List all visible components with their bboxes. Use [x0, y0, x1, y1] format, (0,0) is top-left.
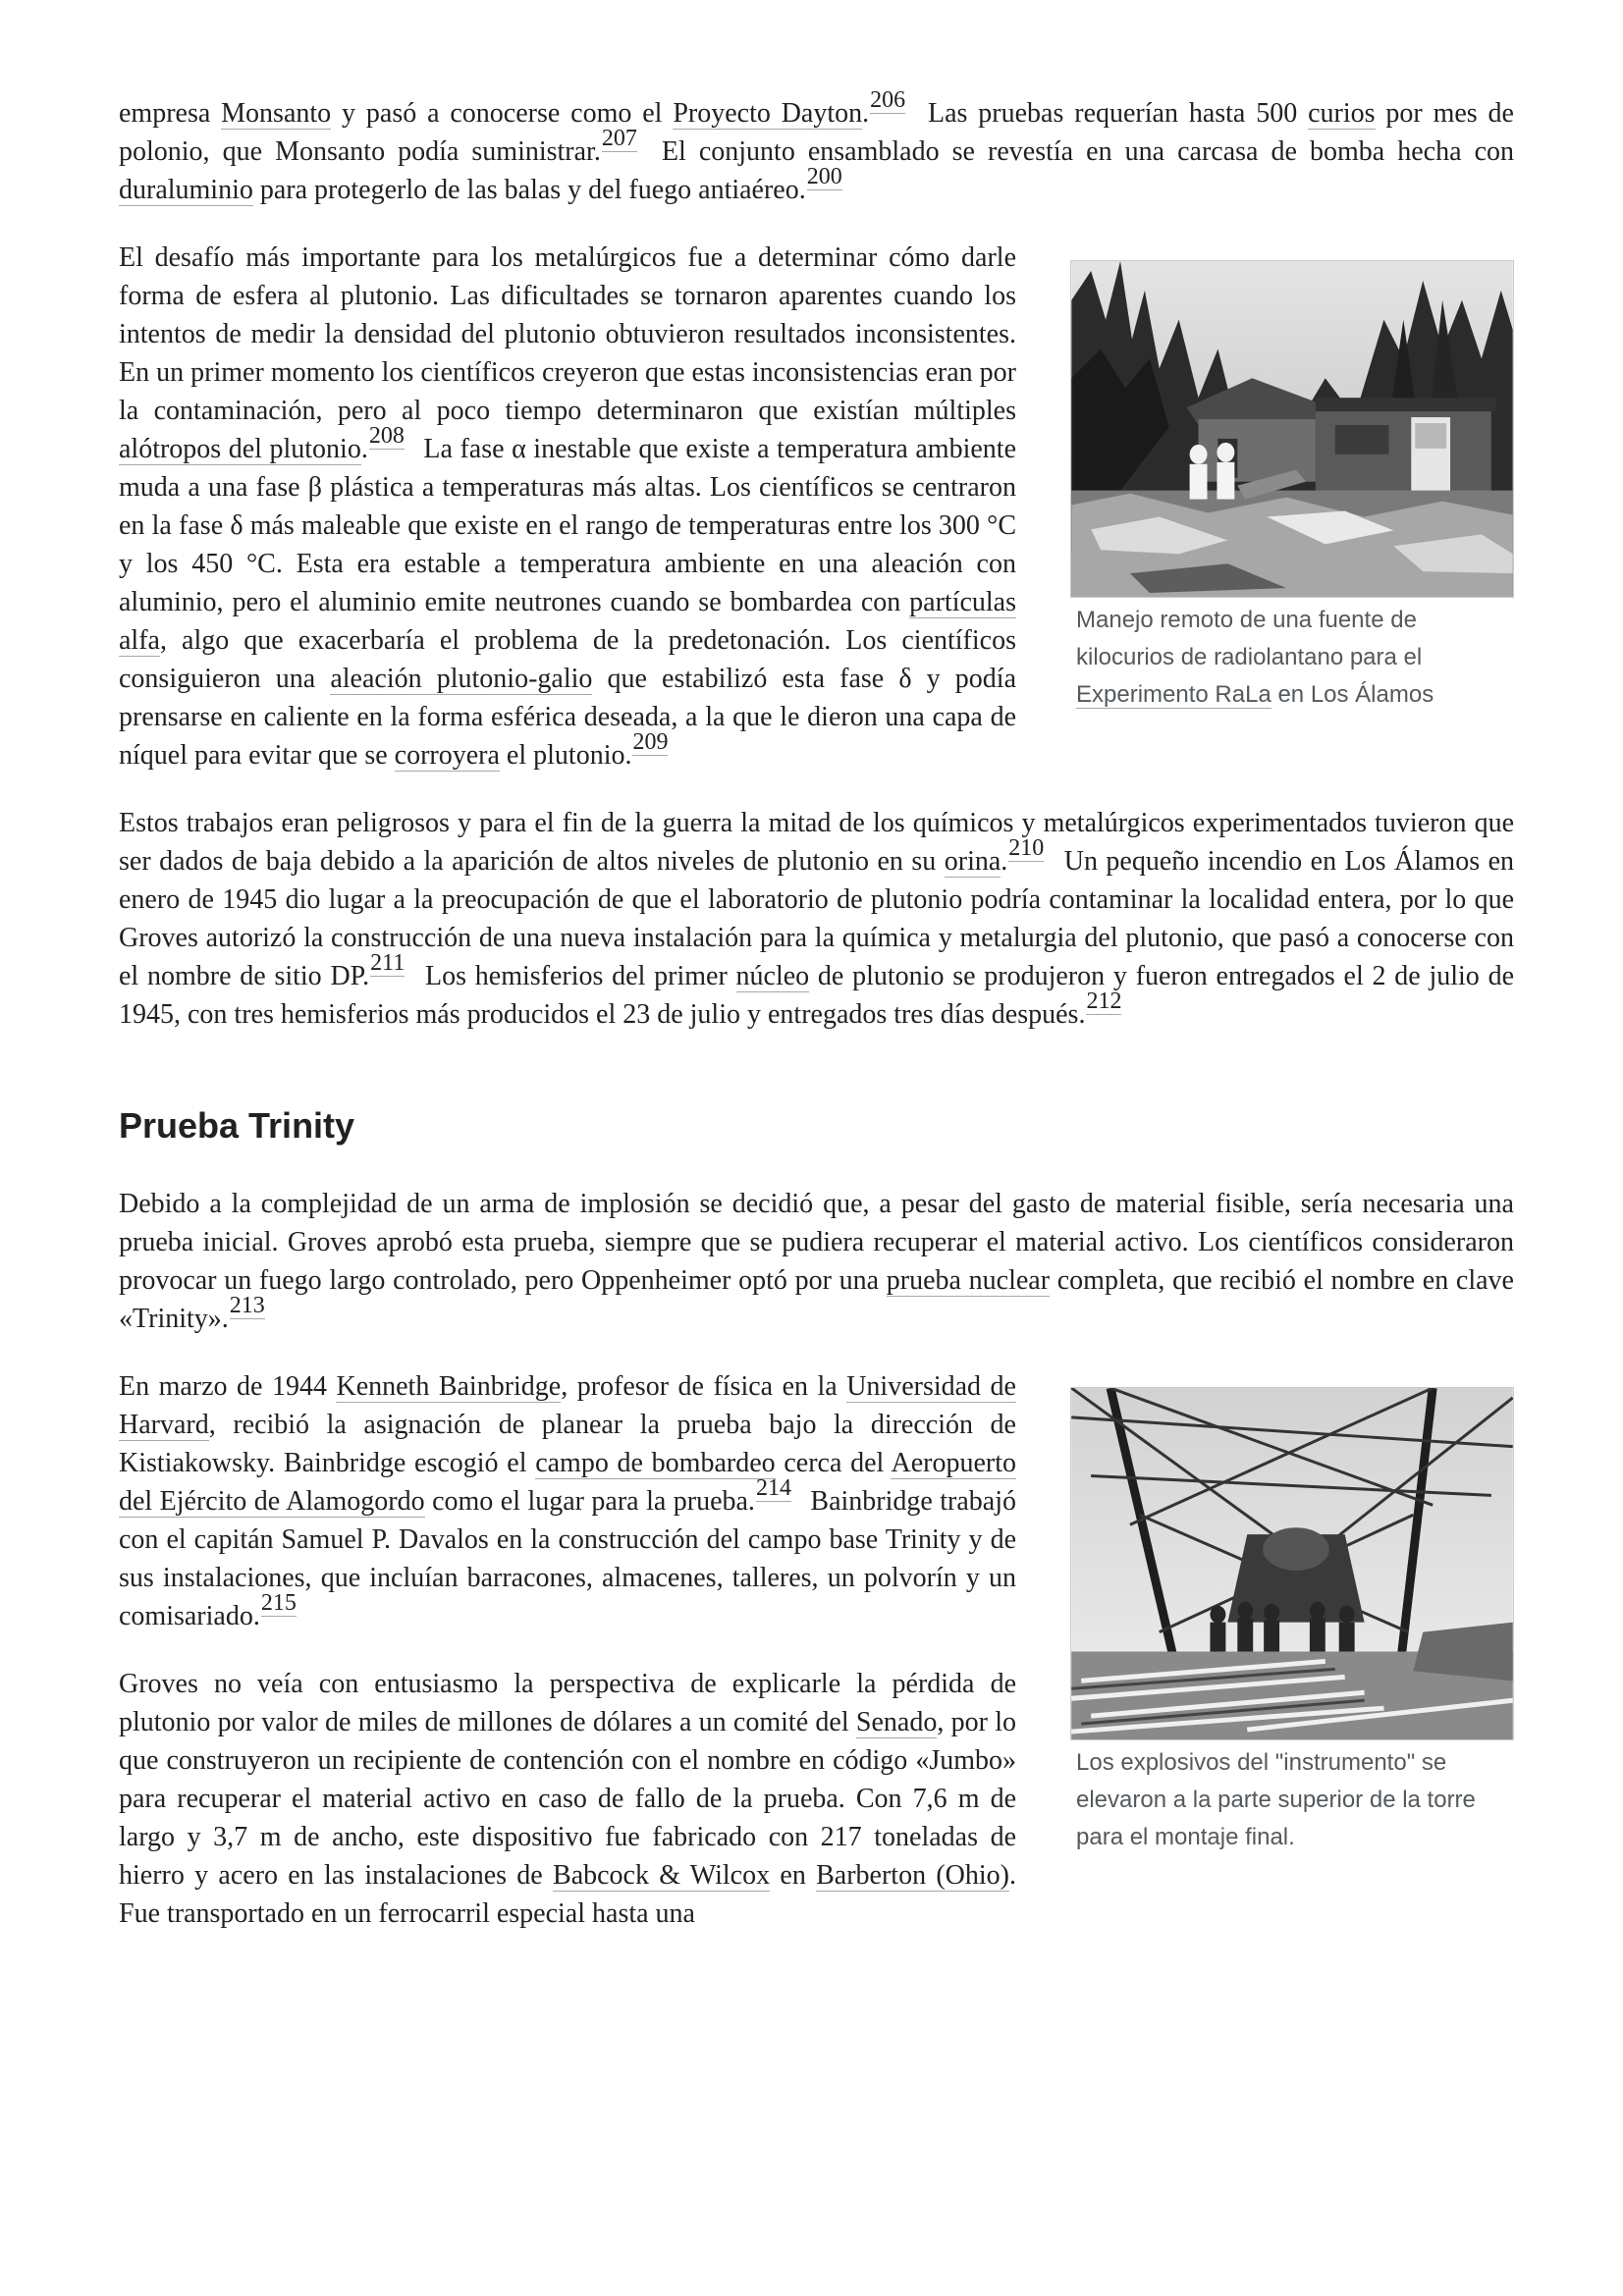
link-aeropuerto-alamogordo[interactable]: Aeropuerto del Ejército de Alamogordo: [119, 1448, 1016, 1517]
text: Bainbridge trabajó con el capitán Samuel P. Davalos en la construcción del campo base Trinity y de sus instalaciones, que incluían barracones, almacenes, talleres, un polvorín y un comisariado.: [119, 1486, 1017, 1631]
ref-link-212[interactable]: 212: [1086, 988, 1122, 1015]
text: como el lugar para la prueba.: [424, 1486, 755, 1517]
link-monsanto[interactable]: Monsanto: [221, 98, 332, 129]
text: El desafío más importante para los metalúrgicos fue a determinar cómo darle forma de esfera al plutonio. Las dificultades se tornaron aparentes cuando los intentos de medir la densidad del plutonio obtuvieron resultados inconsistentes. En un primer momento los científicos creyeron que estas inconsistencias eran por la contaminación, pero al poco tiempo determinaron que existían múltiples: [119, 242, 1016, 426]
text: , recibió la asignación de planear la prueba bajo la dirección de Kistiakowsky. Bainbridge escogió el: [119, 1410, 1016, 1478]
text: cerca del: [775, 1448, 892, 1478]
figure-trinity-tower-caption: Los explosivos del "instrumento" se elevaron a la parte superior de la torre para el montaje final.: [1076, 1749, 1476, 1850]
text: para protegerlo de las balas y del fuego antiaéreo.: [252, 175, 806, 205]
text: y pasó a conocerse como el: [331, 98, 674, 129]
reference-206: [870, 87, 905, 113]
link-babcock-wilcox[interactable]: Babcock & Wilcox: [553, 1860, 771, 1891]
text: Debido a la complejidad de un arma de implosión se decidió que, a pesar del gasto de material fisible, sería necesaria una prueba inicial. Groves aprobó esta prueba, siempre que se pudiera recuperar el material activo. Los científicos consideraron provocar un fuego largo controlado, pero Oppenheimer optó por una: [119, 1189, 1514, 1296]
link-corroyera[interactable]: corroyera: [394, 740, 500, 771]
link-kenneth-bainbridge[interactable]: Kenneth Bainbridge: [336, 1371, 562, 1402]
reference-208: [369, 423, 405, 449]
link-universidad-de-harvard[interactable]: Universidad de Harvard: [119, 1371, 1016, 1440]
link-curios[interactable]: curios: [1308, 98, 1376, 129]
link-particulas-alfa[interactable]: partículas alfa: [119, 587, 1016, 656]
link-senado[interactable]: Senado: [855, 1707, 938, 1737]
text: , profesor de física en la: [561, 1371, 847, 1402]
text: el plutonio.: [499, 740, 632, 771]
figure-rala: [1070, 260, 1514, 714]
article-body: [119, 87, 1514, 1962]
link-nucleo[interactable]: núcleo: [735, 961, 810, 991]
reference-213: [230, 1293, 265, 1318]
link-duraluminio[interactable]: duraluminio: [119, 175, 253, 205]
link-proyecto-dayton[interactable]: Proyecto Dayton: [673, 98, 863, 129]
link-orina[interactable]: orina: [944, 846, 1001, 877]
text: empresa: [119, 98, 222, 129]
paragraph-trabajos-peligrosos: [119, 804, 1514, 1034]
rala-experiment-photo[interactable]: [1070, 260, 1514, 598]
trinity-tower-photo[interactable]: [1070, 1387, 1514, 1740]
text: en: [770, 1860, 817, 1891]
text: .: [1001, 846, 1008, 877]
text: Un pequeño incendio en Los Álamos en enero de 1945 dio lugar a la preocupación de que el laboratorio de plutonio podría contaminar la localidad entera, por lo que Groves autorizó la construcción de una nueva instalación para la química y metalurgia del plutonio, que pasó a conocerse con el nombre de sitio DP.: [119, 846, 1514, 991]
text: .: [360, 434, 368, 464]
text: Las pruebas requerían hasta 500: [917, 98, 1309, 129]
link-prueba-nuclear[interactable]: prueba nuclear: [886, 1265, 1051, 1296]
text: en Los Álamos: [1271, 681, 1434, 708]
text: por mes de polonio, que Monsanto podía suministrar.: [119, 98, 1514, 167]
reference-210: [1008, 835, 1044, 861]
link-alotropos-del-plutonio[interactable]: alótropos del plutonio: [119, 434, 361, 464]
text: En marzo de 1944: [119, 1371, 337, 1402]
ref-link-206[interactable]: 206: [870, 87, 906, 114]
paragraph-prueba-inicial: [119, 1185, 1514, 1338]
ref-link-200[interactable]: 200: [806, 164, 842, 190]
text: Estos trabajos eran peligrosos y para el fin de la guerra la mitad de los químicos y metalúrgicos experimentados tuvieron que ser dados de baja debido a la aparición de altos niveles de plutonio en su: [119, 808, 1514, 877]
text: Los hemisferios del primer: [416, 961, 736, 991]
figure-trinity-tower: [1070, 1387, 1514, 1856]
text: El conjunto ensamblado se revestía en una carcasa de bomba hecha con: [648, 136, 1514, 167]
figure-rala-caption: [1070, 598, 1514, 714]
text: La fase α inestable que existe a temperatura ambiente muda a una fase β plástica a temperaturas más altas. Los científicos se centraron en la fase δ más maleable que existe en el rango de temperaturas entre los 300 °C y los 450 °C. Esta era estable a temperatura ambiente en una aleación con aluminio, pero el aluminio emite neutrones cuando se bombardea con: [119, 434, 1016, 617]
reference-212: [1086, 988, 1121, 1014]
ref-link-215[interactable]: 215: [260, 1590, 297, 1617]
text: Manejo remoto de una fuente de kilocurios de radiolantano para el: [1076, 607, 1423, 670]
reference-211: [370, 950, 405, 976]
link-campo-de-bombardeo[interactable]: campo de bombardeo: [535, 1448, 776, 1478]
text: completa, que recibió el nombre en clave «Trinity».: [119, 1265, 1514, 1334]
ref-link-213[interactable]: 213: [229, 1293, 265, 1319]
paragraph-monsanto: [119, 87, 1514, 209]
reference-214: [756, 1475, 791, 1501]
text: Groves no veía con entusiasmo la perspectiva de explicarle la pérdida de plutonio por valor de miles de millones de dólares a un comité del: [119, 1669, 1016, 1737]
section-heading-prueba-trinity: Prueba Trinity: [119, 1105, 355, 1146]
text: , algo que exacerbaría el problema de la predetonación. Los científicos consiguieron una: [119, 625, 1016, 694]
ref-link-209[interactable]: 209: [632, 729, 669, 756]
link-experimento-rala[interactable]: Experimento RaLa: [1076, 681, 1271, 708]
text: . Fue transportado en un ferrocarril especial hasta una: [119, 1860, 1016, 1929]
ref-link-214[interactable]: 214: [755, 1475, 791, 1502]
text: que estabilizó esta fase δ y podía prensarse en caliente en la forma esférica deseada, a la que le dieron una capa de níquel para evitar que se: [119, 664, 1017, 771]
link-aleacion-plutonio-galio[interactable]: aleación plutonio-galio: [330, 664, 593, 694]
ref-link-207[interactable]: 207: [601, 126, 637, 152]
link-barberton-ohio[interactable]: Barberton (Ohio): [816, 1860, 1009, 1891]
ref-link-211[interactable]: 211: [370, 950, 406, 977]
ref-link-208[interactable]: 208: [368, 423, 405, 450]
reference-209: [632, 729, 668, 755]
ref-link-210[interactable]: 210: [1008, 835, 1045, 862]
text: , por lo que construyeron un recipiente de contención con el nombre en código «Jumbo» para recuperar el material activo en caso de fallo de la prueba. Con 7,6 m de largo y 3,7 m de ancho, este dispositivo fue fabricado con 217 toneladas de hierro y acero en las instalaciones de: [119, 1707, 1017, 1891]
text: .: [862, 98, 870, 129]
text: de plutonio se produjeron y fueron entregados el 2 de julio de 1945, con tres hemisferios más producidos el 23 de julio y entregados tres días después.: [119, 961, 1514, 1030]
reference-200: [807, 164, 842, 189]
reference-215: [261, 1590, 297, 1616]
reference-207: [602, 126, 637, 151]
